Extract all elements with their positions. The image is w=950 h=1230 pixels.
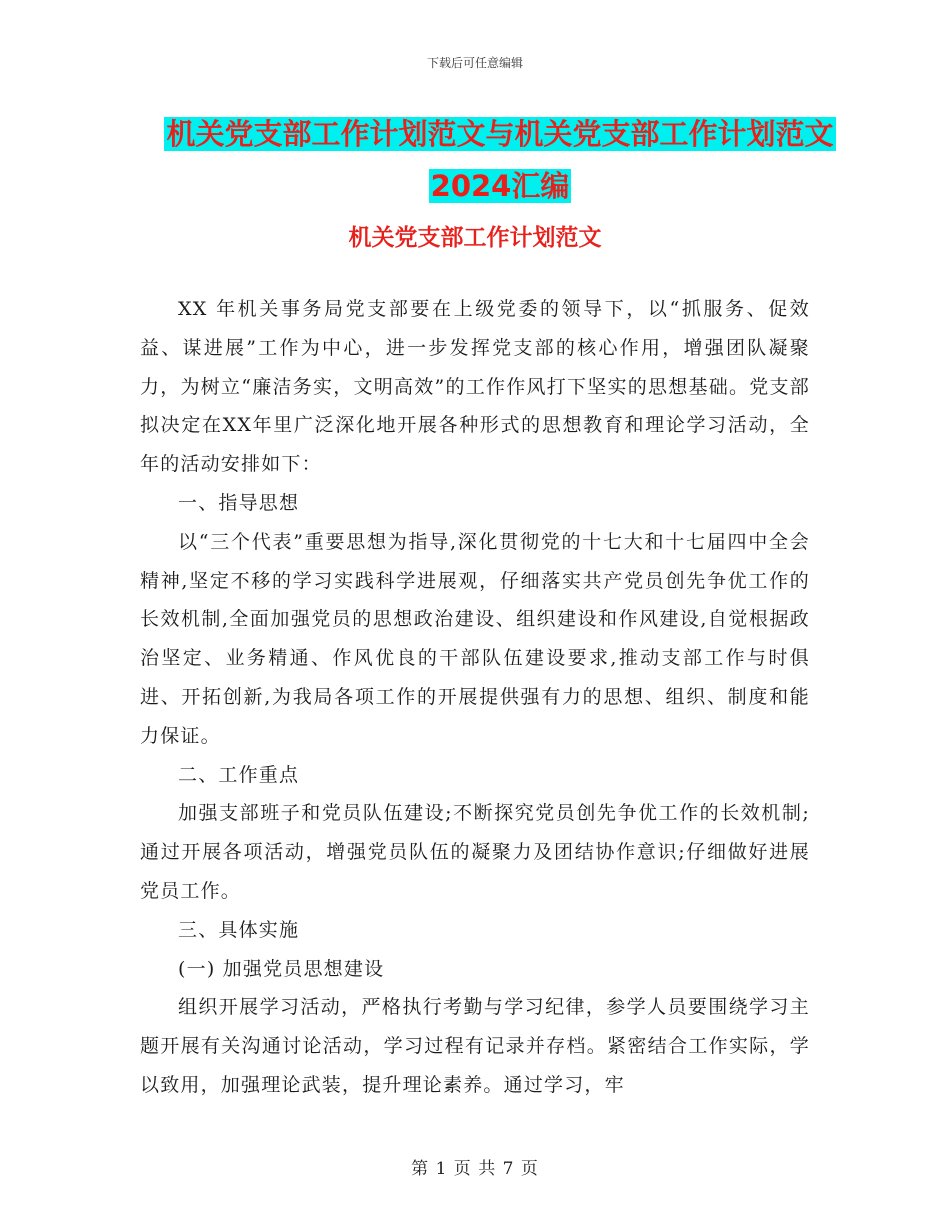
heading-work-focus: 二、工作重点 (178, 763, 300, 786)
paragraph-intro: XX 年机关事务局党支部要在上级党委的领导下，以“抓服务、促效益、谋进展”工作为中心，进一步发挥党支部的核心作用，增强团队凝聚力，为树立“廉洁务实，文明高效”的工作作风打下坚实的思想基础。党支部拟决定在XX年里广泛深化地开展各种形式的思想教育和理论学习活动，全年的活动安排如下： (140, 298, 810, 476)
heading-guiding-ideology: 一、指导思想 (178, 491, 300, 514)
subheading-ideological-building: (一) 加强党员思想建设 (178, 957, 385, 980)
heading-implementation: 三、具体实施 (178, 918, 300, 941)
paragraph-guiding-ideology: 以“三个代表”重要思想为指导,深化贯彻党的十七大和十七届四中全会精神,坚定不移的学习实践科学进展观，仔细落实共产党员创先争优工作的长效机制,全面加强党员的思想政治建设、组织建设和作风建设,自觉根据政治坚定、业务精通、作风优良的干部队伍建设要求,推动支部工作与时俱进、开拓创新,为我局各项工作的开展提供强有力的思想、组织、制度和能力保证。 (140, 530, 810, 747)
page-footer: 第 1 页 共 7 页 (411, 1159, 539, 1179)
header-note: 下载后可任意编辑 (426, 56, 523, 70)
paragraph-work-focus: 加强支部班子和党员队伍建设;不断探究党员创先争优工作的长效机制;通过开展各项活动，增强党员队伍的凝聚力及团结协作意识;仔细做好进展党员工作。 (140, 802, 810, 902)
section-title: 机关党支部工作计划范文 (348, 225, 602, 251)
document-title (140, 108, 860, 212)
body-text (140, 290, 810, 1105)
title-line-2: 2024汇编 (430, 169, 570, 203)
title-line-1: 机关党支部工作计划范文与机关党支部工作计划范文 (166, 117, 834, 151)
paragraph-ideological-building: 组织开展学习活动，严格执行考勤与学习纪律，参学人员要围绕学习主题开展有关沟通讨论活动，学习过程有记录并存档。紧密结合工作实际，学以致用，加强理论武装，提升理论素养。通过学习，牢 (140, 996, 810, 1096)
